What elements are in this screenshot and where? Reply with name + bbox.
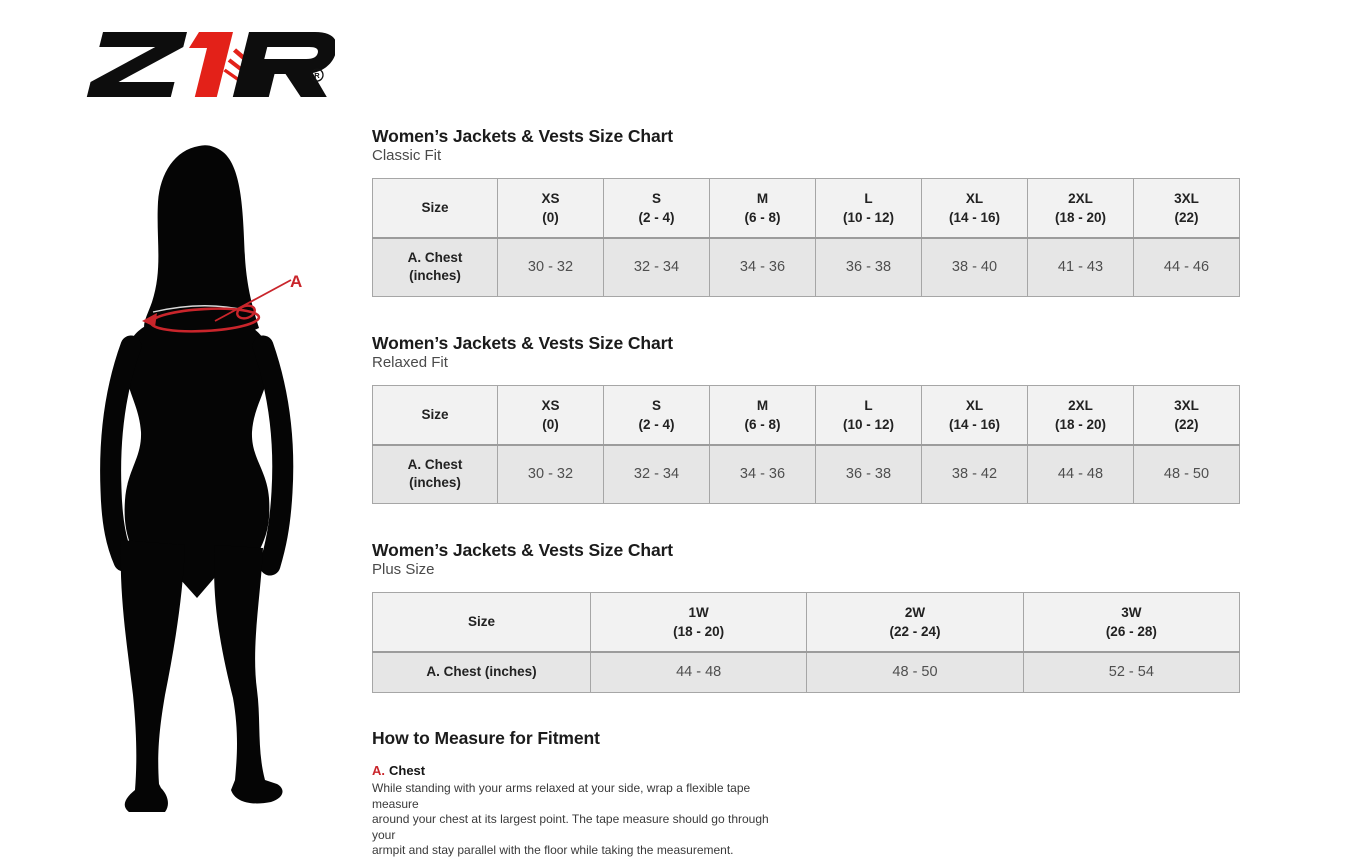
size-chart-table xyxy=(372,385,1240,504)
size-chart-table xyxy=(372,592,1240,693)
size-column-header: XL (14 - 16) xyxy=(922,179,1028,238)
z1r-logo-graphic xyxy=(85,30,335,98)
size-column-header: S (2 - 4) xyxy=(604,386,710,445)
data-row xyxy=(373,652,1240,693)
section-title: Women’s Jackets & Vests Size Chart xyxy=(372,540,674,560)
chest-value-cell: 38 - 42 xyxy=(922,445,1028,504)
registered-trademark-letter: R xyxy=(314,71,320,80)
size-column-header: M (6 - 8) xyxy=(710,179,816,238)
chest-value-cell: 30 - 32 xyxy=(498,238,604,297)
silhouette-torso xyxy=(125,325,270,555)
measure-letter: A. xyxy=(372,763,385,778)
silhouette-left-leg xyxy=(121,540,185,812)
data-row xyxy=(373,238,1240,297)
chest-value-cell: 32 - 34 xyxy=(604,445,710,504)
size-column-header: M (6 - 8) xyxy=(710,386,816,445)
section-subtitle: Relaxed Fit xyxy=(372,354,448,371)
data-row xyxy=(373,445,1240,504)
size-column-header: 2W (22 - 24) xyxy=(807,593,1023,652)
chest-value-cell: 36 - 38 xyxy=(816,445,922,504)
header-row xyxy=(373,593,1240,652)
chest-row-header: A. Chest (inches) xyxy=(373,238,498,297)
size-column-header: XS (0) xyxy=(498,386,604,445)
silhouette-graphic xyxy=(85,140,320,830)
chest-row-header: A. Chest (inches) xyxy=(373,652,591,693)
size-column-header: S (2 - 4) xyxy=(604,179,710,238)
size-column-header: XS (0) xyxy=(498,179,604,238)
chest-value-cell: 32 - 34 xyxy=(604,238,710,297)
chest-value-cell: 44 - 48 xyxy=(591,652,807,693)
header-row xyxy=(373,386,1240,445)
z1r-logo-letters xyxy=(87,32,335,97)
size-column-header: 2XL (18 - 20) xyxy=(1028,179,1134,238)
size-header-cell: Size xyxy=(373,593,591,652)
size-chart-table xyxy=(372,178,1240,297)
measure-item-heading xyxy=(372,763,787,779)
section-subtitle: Plus Size xyxy=(372,561,435,578)
size-column-header: 2XL (18 - 20) xyxy=(1028,386,1134,445)
chest-value-cell: 48 - 50 xyxy=(1134,445,1240,504)
chest-value-cell: 30 - 32 xyxy=(498,445,604,504)
chest-value-cell: 44 - 46 xyxy=(1134,238,1240,297)
chest-value-cell: 36 - 38 xyxy=(816,238,922,297)
measurement-label-a: A xyxy=(290,272,303,291)
logo-letter-r xyxy=(233,32,335,97)
chest-value-cell: 34 - 36 xyxy=(710,445,816,504)
size-header-cell: Size xyxy=(373,179,498,238)
silhouette-body xyxy=(111,145,283,812)
measure-name: Chest xyxy=(389,763,426,778)
chest-value-cell: 48 - 50 xyxy=(807,652,1023,693)
size-column-header: XL (14 - 16) xyxy=(922,386,1028,445)
z1r-logo xyxy=(85,30,335,98)
chest-value-cell: 52 - 54 xyxy=(1023,652,1239,693)
silhouette-right-leg xyxy=(214,545,282,804)
how-to-measure-title: How to Measure for Fitment xyxy=(372,728,600,748)
female-silhouette-figure xyxy=(85,140,320,830)
section-title: Women’s Jackets & Vests Size Chart xyxy=(372,126,674,146)
size-column-header: L (10 - 12) xyxy=(816,179,922,238)
header-row xyxy=(373,179,1240,238)
chest-value-cell: 41 - 43 xyxy=(1028,238,1134,297)
size-column-header: L (10 - 12) xyxy=(816,386,922,445)
size-column-header: 3XL (22) xyxy=(1134,386,1240,445)
measure-description: While standing with your arms relaxed at your side, wrap a flexible tape measure around your chest at its largest point. The tape measure should go through your armpit and stay parallel with the floor while taking the measurement. xyxy=(372,781,769,857)
section-subtitle: Classic Fit xyxy=(372,147,442,164)
size-column-header: 3W (26 - 28) xyxy=(1023,593,1239,652)
logo-letter-1 xyxy=(177,32,233,97)
section-title: Women’s Jackets & Vests Size Chart xyxy=(372,333,674,353)
size-chart-section-relaxed-fit xyxy=(372,333,1240,504)
size-header-cell: Size xyxy=(373,386,498,445)
chest-value-cell: 44 - 48 xyxy=(1028,445,1134,504)
how-to-measure-section xyxy=(372,727,1240,859)
chest-value-cell: 38 - 40 xyxy=(922,238,1028,297)
size-chart-section-classic-fit xyxy=(372,126,1240,297)
logo-letter-z xyxy=(87,32,187,97)
size-column-header: 1W (18 - 20) xyxy=(591,593,807,652)
measure-item-chest xyxy=(372,763,787,859)
size-chart-section-plus-size xyxy=(372,540,1240,693)
chest-row-header: A. Chest (inches) xyxy=(373,445,498,504)
chest-value-cell: 34 - 36 xyxy=(710,238,816,297)
size-column-header: 3XL (22) xyxy=(1134,179,1240,238)
